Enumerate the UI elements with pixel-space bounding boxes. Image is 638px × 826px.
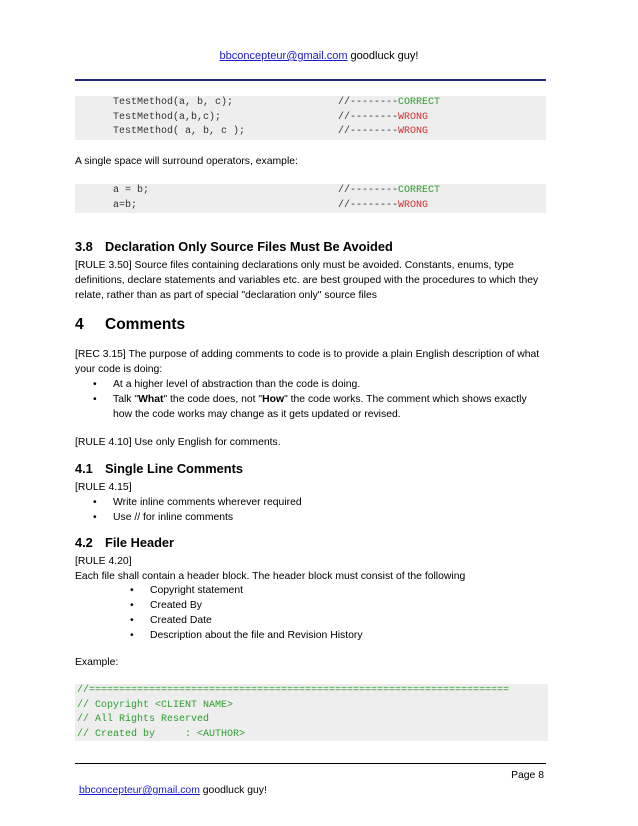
code-text: TestMethod( a, b, c ); bbox=[113, 126, 246, 138]
rule-4-15: [RULE 4.15] bbox=[75, 482, 132, 493]
list-item: • Copyright statement bbox=[130, 585, 243, 596]
code-block-operators bbox=[75, 184, 546, 213]
paragraph-rule-4-10: [RULE 4.10] Use only English for comments. bbox=[75, 437, 281, 448]
code-row bbox=[75, 184, 546, 199]
footer-tagline: goodluck guy! bbox=[199, 785, 267, 796]
list-item: • At a higher level of abstraction than the code is doing. bbox=[93, 379, 361, 390]
code-block-header-example bbox=[75, 684, 548, 741]
code-comment: //--------WRONG bbox=[338, 111, 429, 123]
code-text: a = b; bbox=[113, 185, 150, 196]
code-row bbox=[75, 96, 546, 111]
code-text: TestMethod(a,b,c); bbox=[113, 111, 222, 123]
list-item: • Created Date bbox=[130, 615, 212, 626]
section-heading-3-8: 3.8 Declaration Only Source Files Must Be Avoided bbox=[75, 239, 393, 254]
page-footer bbox=[79, 785, 267, 796]
list-item: • Created By bbox=[130, 600, 202, 611]
code-block-method-calls bbox=[75, 96, 546, 140]
code-comment: //--------WRONG bbox=[338, 126, 429, 138]
code-row bbox=[75, 199, 546, 214]
footer-email-link[interactable]: bbconcepteur@gmail.com bbox=[79, 785, 200, 796]
code-comment: //--------WRONG bbox=[338, 199, 429, 211]
example-label: Example: bbox=[75, 657, 119, 668]
page-number: Page 8 bbox=[511, 770, 544, 781]
paragraph-header-block: Each file shall contain a header block. The header block must consist of the following bbox=[75, 571, 466, 582]
section-heading-4: 4 Comments bbox=[75, 316, 186, 333]
rule-4-20: [RULE 4.20] bbox=[75, 556, 132, 567]
header-email-link[interactable]: bbconcepteur@gmail.com bbox=[219, 50, 348, 62]
bullet-list-header-items bbox=[130, 583, 545, 643]
header-rule bbox=[75, 79, 546, 81]
paragraph-operators: A single space will surround operators, example: bbox=[75, 156, 298, 167]
list-item: • Write inline comments wherever required bbox=[93, 497, 302, 508]
code-text: a=b; bbox=[113, 199, 138, 211]
code-row bbox=[75, 125, 546, 140]
bullet-list-single-line bbox=[93, 495, 545, 525]
footer-rule bbox=[75, 763, 546, 764]
paragraph-rule-3-50: [RULE 3.50] Source files containing declarations only must be avoided. Constants, enums, type definitions, declare statements and variables etc. are best grouped with the procedures to which they relate, rather than as part of special "declaration only" source files bbox=[75, 260, 539, 301]
list-item: • Description about the file and Revision History bbox=[130, 630, 363, 641]
code-text: TestMethod(a, b, c); bbox=[113, 97, 234, 108]
code-line: // All Rights Reserved bbox=[77, 714, 210, 726]
paragraph-rec-3-15: [REC 3.15] The purpose of adding comments to code is to provide a plain English description of what your code is doing: bbox=[75, 349, 540, 375]
page-header bbox=[0, 50, 638, 62]
code-comment: //--------CORRECT bbox=[338, 185, 441, 196]
list-item: • Use // for inline comments bbox=[93, 512, 234, 523]
code-line: //====================================================================== bbox=[77, 685, 510, 696]
header-tagline: goodluck guy! bbox=[347, 50, 419, 62]
section-heading-4-1: 4.1 Single Line Comments bbox=[75, 461, 243, 476]
section-heading-4-2: 4.2 File Header bbox=[75, 535, 174, 550]
list-item: • Talk "What" the code does, not "How" the code works. The comment which shows exactly how the code works may change as it gets updated or revised. bbox=[93, 394, 527, 420]
bullet-list-comments bbox=[93, 377, 545, 422]
code-line: // Copyright <CLIENT NAME> bbox=[77, 699, 234, 711]
code-comment: //--------CORRECT bbox=[338, 97, 441, 108]
code-row bbox=[75, 111, 546, 126]
code-line: // Created by : <AUTHOR> bbox=[77, 728, 246, 740]
